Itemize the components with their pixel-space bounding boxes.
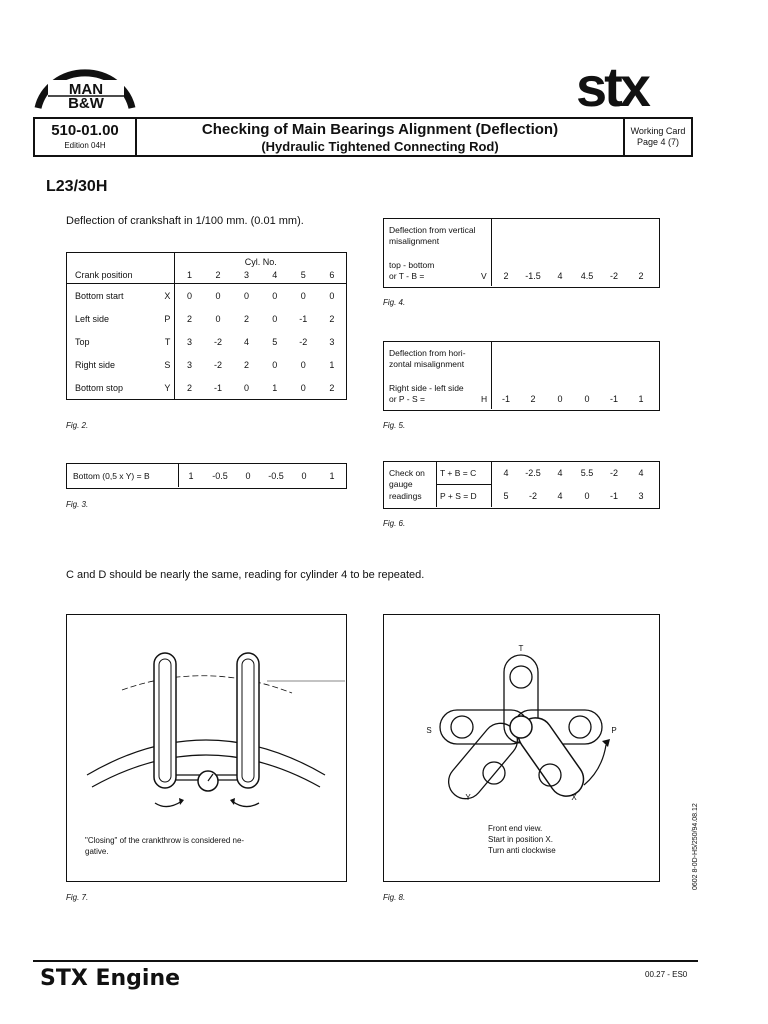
- fig6-formula2: P + S = D: [440, 491, 477, 501]
- intro-text: Deflection of crankshaft in 1/100 mm. (0.01 mm).: [66, 215, 304, 227]
- table-row: [67, 376, 347, 400]
- logo-man-line2: B&W: [68, 95, 104, 110]
- cell: 2: [244, 359, 250, 370]
- cyl-number: 2: [204, 267, 233, 284]
- v-value: 2: [503, 271, 509, 281]
- fig5-line4: or P - S =: [389, 394, 425, 404]
- deflection-table: [66, 252, 347, 400]
- cell: 2: [187, 382, 193, 393]
- footer-code: 00.27 - ES0: [645, 970, 688, 979]
- v-value: -2: [609, 271, 618, 281]
- side-document-code: 0602 8-0D-H5/250/94.08.12: [692, 803, 699, 890]
- h-value: 0: [584, 394, 590, 404]
- man-bw-logo: [34, 62, 136, 110]
- row-label: Right side: [75, 359, 116, 370]
- cell: -1: [299, 313, 308, 324]
- card-line2: Page 4 (7): [636, 137, 680, 147]
- fig6-formula1: T + B = C: [440, 468, 477, 478]
- cell: 0: [300, 382, 306, 393]
- cell: 2: [329, 382, 335, 393]
- b-value: 1: [329, 471, 335, 481]
- fig4-letter: V: [481, 271, 487, 281]
- row-label: Top: [75, 336, 90, 347]
- cell: 0: [244, 290, 250, 301]
- cell: 3: [187, 359, 193, 370]
- cell: 0: [300, 290, 306, 301]
- cell: -1: [214, 382, 223, 393]
- title-line2: (Hydraulic Tightened Connecting Rod): [261, 139, 499, 154]
- cyl-header: Cyl. No.: [244, 257, 277, 267]
- cell: 0: [215, 313, 221, 324]
- fig8-text-line1: Front end view.: [488, 824, 543, 833]
- fig6-label3: readings: [389, 491, 422, 501]
- d-value: 5: [503, 491, 509, 501]
- logo-man-line1: MAN: [68, 81, 104, 98]
- d-value: 4: [557, 491, 563, 501]
- label-x: X: [571, 793, 577, 802]
- fig5-letter: H: [481, 394, 488, 404]
- fig8-text-line2: Start in position X.: [488, 835, 553, 844]
- fig3-caption: Fig. 3.: [66, 500, 89, 509]
- row-letter: Y: [157, 376, 175, 400]
- v-value: -1.5: [525, 271, 541, 281]
- cell: 0: [329, 290, 335, 301]
- label-t: T: [518, 644, 524, 653]
- v-value: 2: [638, 271, 644, 281]
- cell: 3: [329, 336, 335, 347]
- c-value: 4: [638, 468, 644, 478]
- cell: 1: [329, 359, 335, 370]
- label-p: P: [611, 726, 617, 735]
- c-value: -2.5: [525, 468, 541, 478]
- horizontal-deflection-box: [383, 341, 660, 411]
- h-value: 2: [530, 394, 536, 404]
- d-value: 0: [584, 491, 590, 501]
- vertical-deflection-box: [383, 218, 660, 288]
- cyl-number: 6: [318, 267, 347, 284]
- table-row: [67, 307, 347, 330]
- cell: 0: [215, 290, 221, 301]
- fig7-text-line1: "Closing" of the crankthrow is considered ne-: [85, 836, 245, 845]
- crankthrow-figure: [66, 614, 347, 882]
- row-letter: X: [157, 284, 175, 308]
- table-row: [67, 353, 347, 376]
- note-text: C and D should be nearly the same, reading for cylinder 4 to be repeated.: [66, 569, 425, 581]
- cell: 0: [272, 290, 278, 301]
- fig6-label1: Check on: [389, 468, 425, 478]
- stx-logo: stx: [576, 55, 648, 118]
- c-value: 4: [557, 468, 563, 478]
- fig4-line1: Deflection from vertical: [389, 225, 476, 235]
- cyl-number: 4: [261, 267, 289, 284]
- row-letter: P: [157, 307, 175, 330]
- row-label: Left side: [75, 313, 110, 324]
- footer-brand: STX Engine: [40, 966, 181, 991]
- c-value: 4: [503, 468, 509, 478]
- h-value: -1: [609, 394, 618, 404]
- card-line1: Working Card: [630, 126, 686, 136]
- cell: 5: [272, 336, 278, 347]
- cell: 1: [272, 382, 278, 393]
- d-value: 3: [638, 491, 644, 501]
- cell: 4: [244, 336, 250, 347]
- fig8-caption: Fig. 8.: [383, 893, 406, 902]
- cell: 0: [244, 382, 250, 393]
- fig6-label2: gauge: [389, 479, 413, 489]
- b-value: 0: [245, 471, 251, 481]
- fig4-line4: or T - B =: [389, 271, 425, 281]
- h-value: 1: [638, 394, 644, 404]
- fig7-text-line2: gative.: [85, 847, 109, 856]
- label-y: Y: [465, 793, 471, 802]
- cell: 0: [272, 313, 278, 324]
- document-header: [33, 117, 693, 157]
- h-value: 0: [557, 394, 563, 404]
- cell: -2: [214, 336, 223, 347]
- working-card-cell: [625, 119, 691, 155]
- front-end-view-figure: [383, 614, 660, 882]
- fig4-line2: misalignment: [389, 236, 440, 246]
- cell: -2: [214, 359, 223, 370]
- fig5-caption: Fig. 5.: [383, 421, 406, 430]
- v-value: 4: [557, 271, 563, 281]
- bottom-b-box: [66, 463, 347, 489]
- v-value: 4.5: [580, 271, 594, 281]
- fig4-line3: top - bottom: [389, 260, 435, 270]
- footer-divider: [33, 960, 698, 962]
- row-letter: S: [157, 353, 175, 376]
- fig5-line1: Deflection from hori-: [389, 348, 466, 358]
- fig5-line2: zontal misalignment: [389, 359, 465, 369]
- table-row: [67, 284, 347, 308]
- fig2-caption: Fig. 2.: [66, 421, 89, 430]
- bottom-b-label: Bottom (0,5 x Y) = B: [73, 471, 150, 481]
- cell: 2: [187, 313, 193, 324]
- h-value: -1: [501, 394, 510, 404]
- fig4-caption: Fig. 4.: [383, 298, 406, 307]
- cell: -2: [299, 336, 308, 347]
- title-cell: [137, 119, 625, 155]
- cyl-number: 5: [289, 267, 318, 284]
- c-value: 5.5: [580, 468, 594, 478]
- d-value: -1: [609, 491, 618, 501]
- b-value: 0: [301, 471, 307, 481]
- fig6-caption: Fig. 6.: [383, 519, 406, 528]
- row-letter: T: [157, 330, 175, 353]
- row-label: Bottom start: [75, 290, 124, 301]
- row-label: Bottom stop: [75, 382, 124, 393]
- doc-number-cell: [35, 119, 137, 155]
- cell: 0: [300, 359, 306, 370]
- title-line1: Checking of Main Bearings Alignment (Deflection): [201, 121, 559, 138]
- fig8-text-line3: Turn anti clockwise: [488, 846, 556, 855]
- cell: 2: [244, 313, 250, 324]
- c-value: -2: [609, 468, 618, 478]
- fig5-line3: Right side - left side: [389, 383, 464, 393]
- cell: 2: [329, 313, 335, 324]
- cell: 3: [187, 336, 193, 347]
- engine-model: L23/30H: [46, 178, 108, 195]
- doc-number: 510-01.00: [51, 122, 119, 139]
- b-value: -0.5: [268, 471, 284, 481]
- table-row: [67, 330, 347, 353]
- cell: 0: [187, 290, 193, 301]
- cell: 0: [272, 359, 278, 370]
- b-value: -0.5: [212, 471, 228, 481]
- crank-position-label: Crank position: [67, 267, 158, 284]
- label-s: S: [426, 726, 432, 735]
- gauge-check-box: [383, 461, 660, 509]
- b-value: 1: [188, 471, 194, 481]
- fig7-caption: Fig. 7.: [66, 893, 89, 902]
- edition: Edition 04H: [64, 141, 106, 150]
- cyl-number: 1: [175, 267, 204, 284]
- cyl-number: 3: [232, 267, 260, 284]
- d-value: -2: [528, 491, 537, 501]
